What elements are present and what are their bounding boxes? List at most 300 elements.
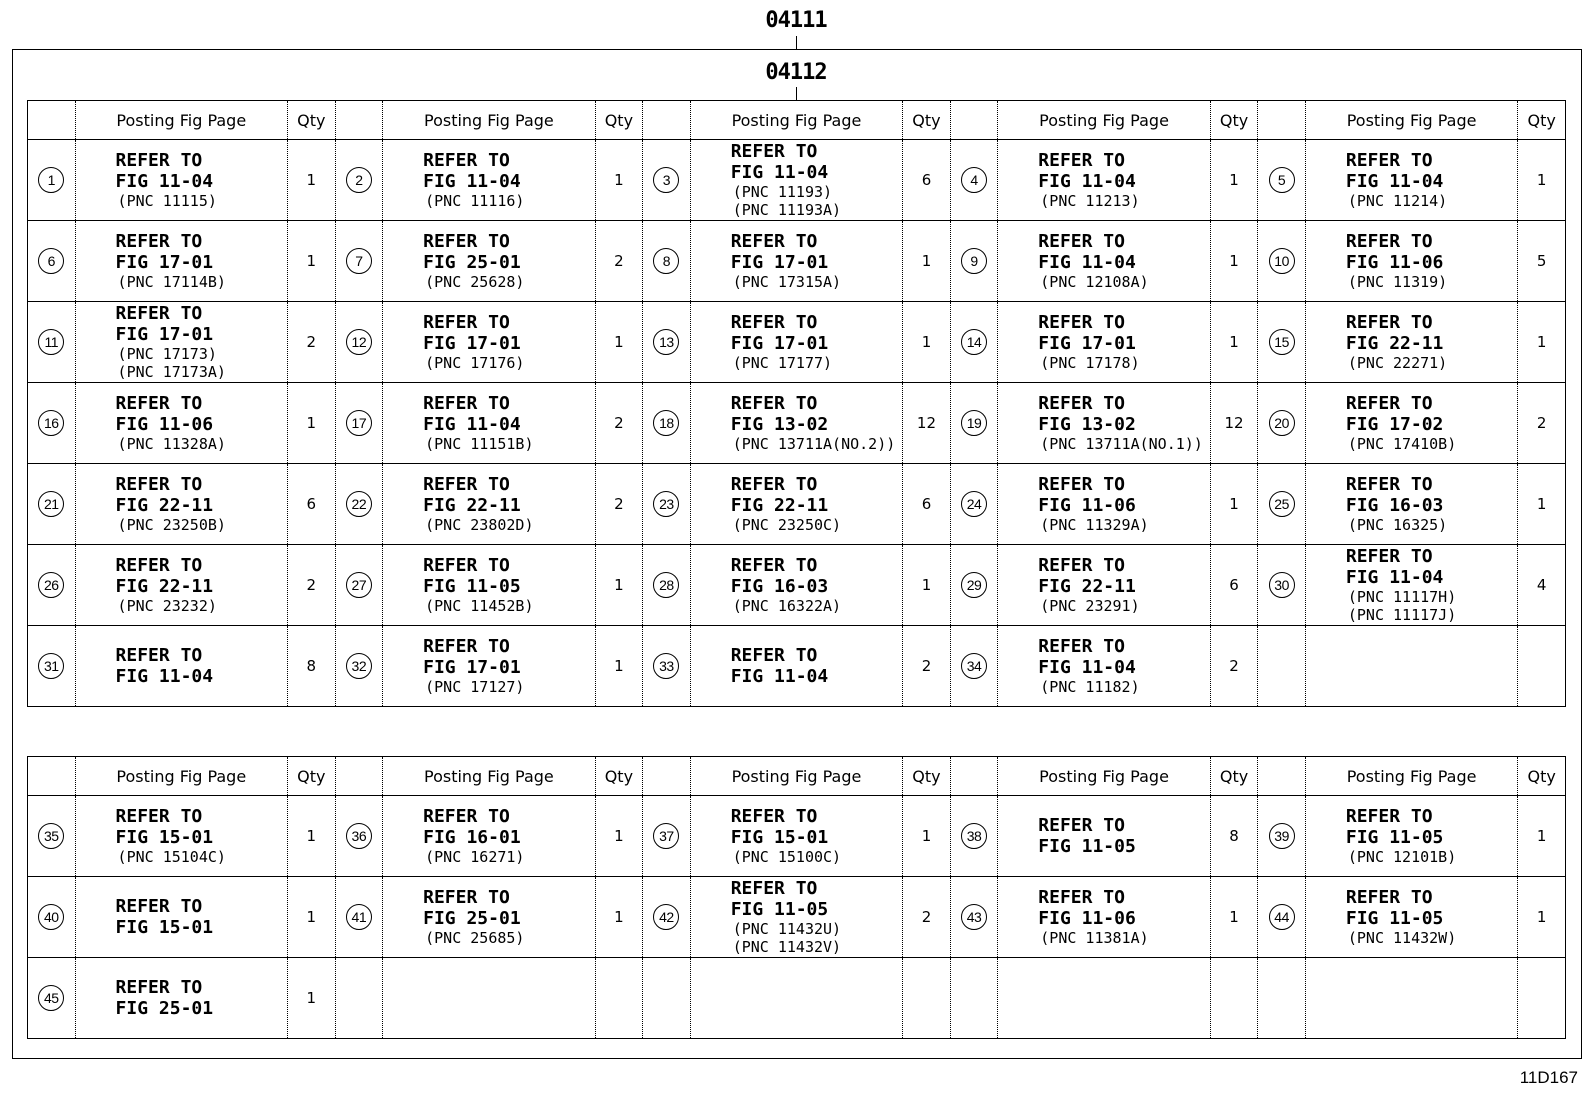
table-row xyxy=(28,877,1566,958)
item-index-cell xyxy=(28,383,76,464)
reference-text xyxy=(383,806,594,866)
pnc-number: (PNC 11193A) xyxy=(732,201,842,219)
qty-cell: 12 xyxy=(903,383,951,464)
item-index-cell xyxy=(950,545,998,626)
item-number-circle: 32 xyxy=(346,653,372,679)
refer-to-label: REFER TO xyxy=(115,150,203,171)
pnc-number: (PNC 12108A) xyxy=(1040,273,1149,291)
item-index-cell xyxy=(643,383,691,464)
fig-page: FIG 22-11 xyxy=(115,495,214,516)
fig-page: FIG 11-04 xyxy=(1345,567,1444,588)
reference-cell xyxy=(998,877,1210,958)
fig-page: FIG 11-04 xyxy=(1038,657,1136,678)
refer-to-label: REFER TO xyxy=(1038,150,1125,171)
qty-cell: 1 xyxy=(288,877,336,958)
item-number-circle: 41 xyxy=(346,904,372,930)
refer-to-label: REFER TO xyxy=(1345,546,1433,567)
fig-page: FIG 17-01 xyxy=(423,333,521,354)
qty-cell xyxy=(903,958,951,1039)
header-posting-fig-page: Posting Fig Page xyxy=(1305,101,1517,140)
qty-cell: 1 xyxy=(288,140,336,221)
fig-page: FIG 16-03 xyxy=(1345,495,1444,516)
qty-cell: 5 xyxy=(1518,221,1566,302)
header-posting-fig-page: Posting Fig Page xyxy=(75,757,287,796)
reference-cell xyxy=(1305,221,1517,302)
reference-text xyxy=(76,150,287,210)
header-qty: Qty xyxy=(288,101,336,140)
pnc-number: (PNC 23232) xyxy=(117,597,217,615)
reference-cell xyxy=(1305,796,1517,877)
reference-cell xyxy=(75,302,287,383)
item-index-cell xyxy=(335,221,383,302)
refer-to-label: REFER TO xyxy=(115,806,203,827)
refer-to-label: REFER TO xyxy=(1345,231,1433,252)
item-index-cell xyxy=(643,877,691,958)
item-number-circle: 31 xyxy=(38,653,64,679)
pnc-number: (PNC 23250B) xyxy=(117,516,226,534)
header-row xyxy=(28,757,1566,796)
item-number-circle: 16 xyxy=(38,410,64,436)
sub-assembly-code: 04112 xyxy=(765,60,827,85)
reference-text xyxy=(76,393,287,453)
pnc-number: (PNC 25628) xyxy=(425,273,525,291)
reference-text xyxy=(1306,393,1517,453)
item-index-cell xyxy=(28,545,76,626)
reference-text xyxy=(691,141,902,219)
header-qty: Qty xyxy=(595,757,643,796)
header-index-cell xyxy=(28,757,76,796)
reference-text xyxy=(998,815,1209,857)
reference-cell xyxy=(1305,958,1517,1039)
reference-cell xyxy=(1305,302,1517,383)
refer-to-label: REFER TO xyxy=(115,231,203,252)
fig-page: FIG 11-05 xyxy=(423,576,521,597)
fig-page: FIG 11-06 xyxy=(1038,495,1136,516)
item-index-cell xyxy=(1258,958,1306,1039)
item-index-cell xyxy=(643,545,691,626)
item-index-cell xyxy=(950,302,998,383)
item-number-circle: 6 xyxy=(38,248,64,274)
refer-to-label: REFER TO xyxy=(1345,312,1433,333)
qty-cell: 1 xyxy=(595,302,643,383)
item-number-circle: 25 xyxy=(1269,491,1295,517)
header-qty: Qty xyxy=(1518,757,1566,796)
pnc-number: (PNC 17315A) xyxy=(732,273,842,291)
reference-text xyxy=(691,645,902,687)
item-index-cell xyxy=(28,958,76,1039)
refer-to-label: REFER TO xyxy=(115,474,203,495)
item-index-cell xyxy=(335,545,383,626)
reference-text xyxy=(691,555,902,615)
reference-text xyxy=(691,806,902,866)
qty-cell: 1 xyxy=(1518,140,1566,221)
reference-cell xyxy=(383,302,595,383)
header-qty: Qty xyxy=(1210,101,1258,140)
fig-page: FIG 11-04 xyxy=(115,666,214,687)
reference-cell xyxy=(690,221,902,302)
item-number-circle: 2 xyxy=(346,167,372,193)
item-index-cell xyxy=(643,626,691,707)
item-index-cell xyxy=(28,877,76,958)
qty-cell: 2 xyxy=(1518,383,1566,464)
reference-cell xyxy=(383,221,595,302)
reference-cell xyxy=(383,958,595,1039)
reference-text xyxy=(998,636,1209,696)
reference-text xyxy=(691,231,902,291)
qty-cell: 1 xyxy=(288,383,336,464)
fig-page: FIG 13-02 xyxy=(1038,414,1136,435)
item-index-cell xyxy=(335,796,383,877)
qty-cell: 1 xyxy=(595,877,643,958)
reference-cell xyxy=(75,877,287,958)
item-index-cell xyxy=(643,958,691,1039)
item-index-cell xyxy=(643,796,691,877)
qty-cell: 1 xyxy=(1518,796,1566,877)
item-index-cell xyxy=(1258,221,1306,302)
reference-text xyxy=(76,645,287,687)
pnc-number: (PNC 17178) xyxy=(1040,354,1140,372)
fig-page: FIG 11-05 xyxy=(730,899,829,920)
refer-to-label: REFER TO xyxy=(730,878,818,899)
parts-reference-table-1 xyxy=(27,100,1566,707)
fig-page: FIG 11-04 xyxy=(423,414,521,435)
header-index-cell xyxy=(1258,757,1306,796)
header-qty: Qty xyxy=(903,757,951,796)
pnc-number: (PNC 15104C) xyxy=(117,848,226,866)
qty-cell: 2 xyxy=(903,626,951,707)
qty-cell: 1 xyxy=(595,140,643,221)
qty-cell: 6 xyxy=(903,464,951,545)
item-index-cell xyxy=(1258,545,1306,626)
reference-text xyxy=(76,977,287,1019)
header-posting-fig-page: Posting Fig Page xyxy=(383,101,595,140)
fig-page: FIG 11-05 xyxy=(1345,908,1444,929)
pnc-number: (PNC 11115) xyxy=(117,192,217,210)
table-row xyxy=(28,545,1566,626)
refer-to-label: REFER TO xyxy=(1345,150,1433,171)
reference-cell xyxy=(690,545,902,626)
reference-text xyxy=(1306,806,1517,866)
refer-to-label: REFER TO xyxy=(1038,887,1125,908)
fig-page: FIG 22-11 xyxy=(730,495,829,516)
refer-to-label: REFER TO xyxy=(115,977,203,998)
fig-page: FIG 11-04 xyxy=(1345,171,1444,192)
item-index-cell xyxy=(335,958,383,1039)
reference-text xyxy=(691,878,902,956)
reference-text xyxy=(76,806,287,866)
fig-page: FIG 11-04 xyxy=(1038,171,1136,192)
refer-to-label: REFER TO xyxy=(1345,887,1433,908)
fig-page: FIG 11-05 xyxy=(1038,836,1136,857)
item-number-circle: 37 xyxy=(653,823,679,849)
fig-page: FIG 17-01 xyxy=(423,657,521,678)
fig-page: FIG 15-01 xyxy=(115,917,214,938)
reference-cell xyxy=(998,383,1210,464)
reference-cell xyxy=(1305,877,1517,958)
refer-to-label: REFER TO xyxy=(1038,474,1125,495)
item-index-cell xyxy=(28,221,76,302)
reference-cell xyxy=(998,545,1210,626)
item-index-cell xyxy=(950,221,998,302)
pnc-number: (PNC 16271) xyxy=(425,848,525,866)
reference-cell xyxy=(690,464,902,545)
pnc-number: (PNC 13711A(NO.2)) xyxy=(732,435,896,453)
item-number-circle: 3 xyxy=(653,167,679,193)
refer-to-label: REFER TO xyxy=(730,231,818,252)
refer-to-label: REFER TO xyxy=(730,806,818,827)
pnc-number: (PNC 11117J) xyxy=(1347,606,1457,624)
sub-assembly-leader-line xyxy=(796,87,797,100)
fig-page: FIG 25-01 xyxy=(115,998,214,1019)
reference-text xyxy=(1306,887,1517,947)
pnc-number: (PNC 11116) xyxy=(425,192,525,210)
reference-text xyxy=(1306,150,1517,210)
item-index-cell xyxy=(28,464,76,545)
fig-page: FIG 11-06 xyxy=(115,414,214,435)
item-index-cell xyxy=(950,383,998,464)
fig-page: FIG 11-04 xyxy=(115,171,214,192)
header-qty: Qty xyxy=(1210,757,1258,796)
qty-cell: 2 xyxy=(595,383,643,464)
refer-to-label: REFER TO xyxy=(423,231,510,252)
reference-cell xyxy=(383,796,595,877)
item-index-cell xyxy=(335,383,383,464)
header-index-cell xyxy=(335,101,383,140)
qty-cell xyxy=(595,958,643,1039)
item-number-circle: 29 xyxy=(961,572,987,598)
item-index-cell xyxy=(643,302,691,383)
qty-cell: 1 xyxy=(1210,221,1258,302)
item-index-cell xyxy=(335,877,383,958)
item-index-cell xyxy=(950,958,998,1039)
refer-to-label: REFER TO xyxy=(1038,555,1125,576)
reference-text xyxy=(383,474,594,534)
pnc-number: (PNC 11432W) xyxy=(1347,929,1457,947)
illustration-code: 11D167 xyxy=(1519,1068,1578,1087)
fig-page: FIG 22-11 xyxy=(115,576,214,597)
reference-cell xyxy=(998,140,1210,221)
qty-cell: 1 xyxy=(595,796,643,877)
reference-cell xyxy=(383,877,595,958)
pnc-number: (PNC 11151B) xyxy=(425,435,534,453)
refer-to-label: REFER TO xyxy=(115,645,203,666)
pnc-number: (PNC 11328A) xyxy=(117,435,226,453)
reference-text xyxy=(998,312,1209,372)
item-index-cell xyxy=(1258,302,1306,383)
pnc-number: (PNC 11432U) xyxy=(732,920,842,938)
qty-cell xyxy=(1518,626,1566,707)
refer-to-label: REFER TO xyxy=(423,393,510,414)
header-posting-fig-page: Posting Fig Page xyxy=(383,757,595,796)
pnc-number: (PNC 11452B) xyxy=(425,597,534,615)
refer-to-label: REFER TO xyxy=(1038,231,1125,252)
pnc-number: (PNC 11182) xyxy=(1040,678,1140,696)
reference-cell xyxy=(383,626,595,707)
item-index-cell xyxy=(950,626,998,707)
qty-cell: 1 xyxy=(1210,877,1258,958)
pnc-number: (PNC 12101B) xyxy=(1347,848,1457,866)
fig-page: FIG 15-01 xyxy=(115,827,214,848)
qty-cell: 2 xyxy=(288,545,336,626)
item-index-cell xyxy=(1258,464,1306,545)
reference-cell xyxy=(75,545,287,626)
fig-page: FIG 11-04 xyxy=(730,162,829,183)
reference-cell xyxy=(75,383,287,464)
reference-cell xyxy=(383,140,595,221)
qty-cell: 1 xyxy=(903,302,951,383)
table-row xyxy=(28,626,1566,707)
item-index-cell xyxy=(643,140,691,221)
reference-cell xyxy=(75,140,287,221)
pnc-number: (PNC 11117H) xyxy=(1347,588,1457,606)
fig-page: FIG 16-01 xyxy=(423,827,521,848)
reference-cell xyxy=(998,958,1210,1039)
qty-cell: 1 xyxy=(1210,464,1258,545)
fig-page: FIG 22-11 xyxy=(1345,333,1444,354)
item-number-circle: 7 xyxy=(346,248,372,274)
reference-cell xyxy=(1305,464,1517,545)
pnc-number: (PNC 16322A) xyxy=(732,597,842,615)
pnc-number: (PNC 13711A(NO.1)) xyxy=(1040,435,1203,453)
item-index-cell xyxy=(643,464,691,545)
header-posting-fig-page: Posting Fig Page xyxy=(1305,757,1517,796)
item-number-circle: 9 xyxy=(961,248,987,274)
reference-cell xyxy=(690,877,902,958)
header-qty: Qty xyxy=(1518,101,1566,140)
item-index-cell xyxy=(1258,140,1306,221)
reference-text xyxy=(383,887,594,947)
reference-text xyxy=(998,555,1209,615)
reference-cell xyxy=(1305,383,1517,464)
item-index-cell xyxy=(950,464,998,545)
fig-page: FIG 25-01 xyxy=(423,908,521,929)
fig-page: FIG 13-02 xyxy=(730,414,829,435)
item-number-circle: 34 xyxy=(961,653,987,679)
reference-cell xyxy=(998,302,1210,383)
item-number-circle: 30 xyxy=(1269,572,1295,598)
qty-cell: 1 xyxy=(288,958,336,1039)
reference-cell xyxy=(998,221,1210,302)
reference-cell xyxy=(690,302,902,383)
pnc-number: (PNC 17410B) xyxy=(1347,435,1457,453)
item-number-circle: 40 xyxy=(38,904,64,930)
qty-cell: 6 xyxy=(288,464,336,545)
header-posting-fig-page: Posting Fig Page xyxy=(75,101,287,140)
reference-text xyxy=(76,555,287,615)
qty-cell: 1 xyxy=(903,796,951,877)
item-number-circle: 38 xyxy=(961,823,987,849)
refer-to-label: REFER TO xyxy=(423,887,510,908)
pnc-number: (PNC 11381A) xyxy=(1040,929,1149,947)
pnc-number: (PNC 17173A) xyxy=(117,363,226,381)
reference-text xyxy=(1306,312,1517,372)
refer-to-label: REFER TO xyxy=(730,645,818,666)
item-index-cell xyxy=(950,796,998,877)
pnc-number: (PNC 11213) xyxy=(1040,192,1140,210)
reference-text xyxy=(76,474,287,534)
reference-text xyxy=(998,393,1209,453)
reference-cell xyxy=(1305,140,1517,221)
item-index-cell xyxy=(1258,877,1306,958)
qty-cell: 4 xyxy=(1518,545,1566,626)
item-number-circle: 23 xyxy=(653,491,679,517)
table-row xyxy=(28,140,1566,221)
reference-cell xyxy=(75,958,287,1039)
assembly-code: 04111 xyxy=(765,8,827,33)
reference-text xyxy=(1306,231,1517,291)
pnc-number: (PNC 15100C) xyxy=(732,848,842,866)
pnc-number: (PNC 23250C) xyxy=(732,516,842,534)
reference-text xyxy=(76,896,287,938)
header-qty: Qty xyxy=(288,757,336,796)
reference-text xyxy=(998,887,1209,947)
item-number-circle: 24 xyxy=(961,491,987,517)
item-index-cell xyxy=(28,140,76,221)
fig-page: FIG 15-01 xyxy=(730,827,829,848)
fig-page: FIG 17-01 xyxy=(115,252,214,273)
reference-text xyxy=(1306,474,1517,534)
table-row xyxy=(28,302,1566,383)
refer-to-label: REFER TO xyxy=(423,555,510,576)
item-index-cell xyxy=(950,140,998,221)
item-index-cell xyxy=(1258,383,1306,464)
header-index-cell xyxy=(28,101,76,140)
item-number-circle: 19 xyxy=(961,410,987,436)
refer-to-label: REFER TO xyxy=(423,474,510,495)
item-number-circle: 12 xyxy=(346,329,372,355)
fig-page: FIG 17-01 xyxy=(115,324,214,345)
refer-to-label: REFER TO xyxy=(115,555,203,576)
header-index-cell xyxy=(950,757,998,796)
reference-text xyxy=(691,393,902,453)
reference-cell xyxy=(1305,545,1517,626)
item-index-cell xyxy=(335,626,383,707)
reference-text xyxy=(383,150,594,210)
table-row xyxy=(28,796,1566,877)
item-number-circle: 22 xyxy=(346,491,372,517)
pnc-number: (PNC 11319) xyxy=(1347,273,1448,291)
header-index-cell xyxy=(643,757,691,796)
refer-to-label: REFER TO xyxy=(730,393,818,414)
fig-page: FIG 22-11 xyxy=(1038,576,1136,597)
table-row xyxy=(28,383,1566,464)
reference-cell xyxy=(75,464,287,545)
pnc-number: (PNC 17114B) xyxy=(117,273,226,291)
pnc-number: (PNC 17177) xyxy=(732,354,833,372)
pnc-number: (PNC 17173) xyxy=(117,345,217,363)
reference-cell xyxy=(998,464,1210,545)
refer-to-label: REFER TO xyxy=(115,303,203,324)
qty-cell xyxy=(1518,958,1566,1039)
item-number-circle: 14 xyxy=(961,329,987,355)
header-qty: Qty xyxy=(595,101,643,140)
refer-to-label: REFER TO xyxy=(1345,393,1433,414)
reference-cell xyxy=(690,140,902,221)
qty-cell: 2 xyxy=(595,221,643,302)
reference-text xyxy=(76,303,287,381)
header-posting-fig-page: Posting Fig Page xyxy=(998,757,1210,796)
item-number-circle: 20 xyxy=(1269,410,1295,436)
pnc-number: (PNC 22271) xyxy=(1347,354,1448,372)
reference-text xyxy=(998,150,1209,210)
fig-page: FIG 16-03 xyxy=(730,576,829,597)
qty-cell: 2 xyxy=(288,302,336,383)
refer-to-label: REFER TO xyxy=(423,806,510,827)
fig-page: FIG 17-01 xyxy=(730,333,829,354)
reference-text xyxy=(383,636,594,696)
table-row xyxy=(28,464,1566,545)
item-number-circle: 15 xyxy=(1269,329,1295,355)
